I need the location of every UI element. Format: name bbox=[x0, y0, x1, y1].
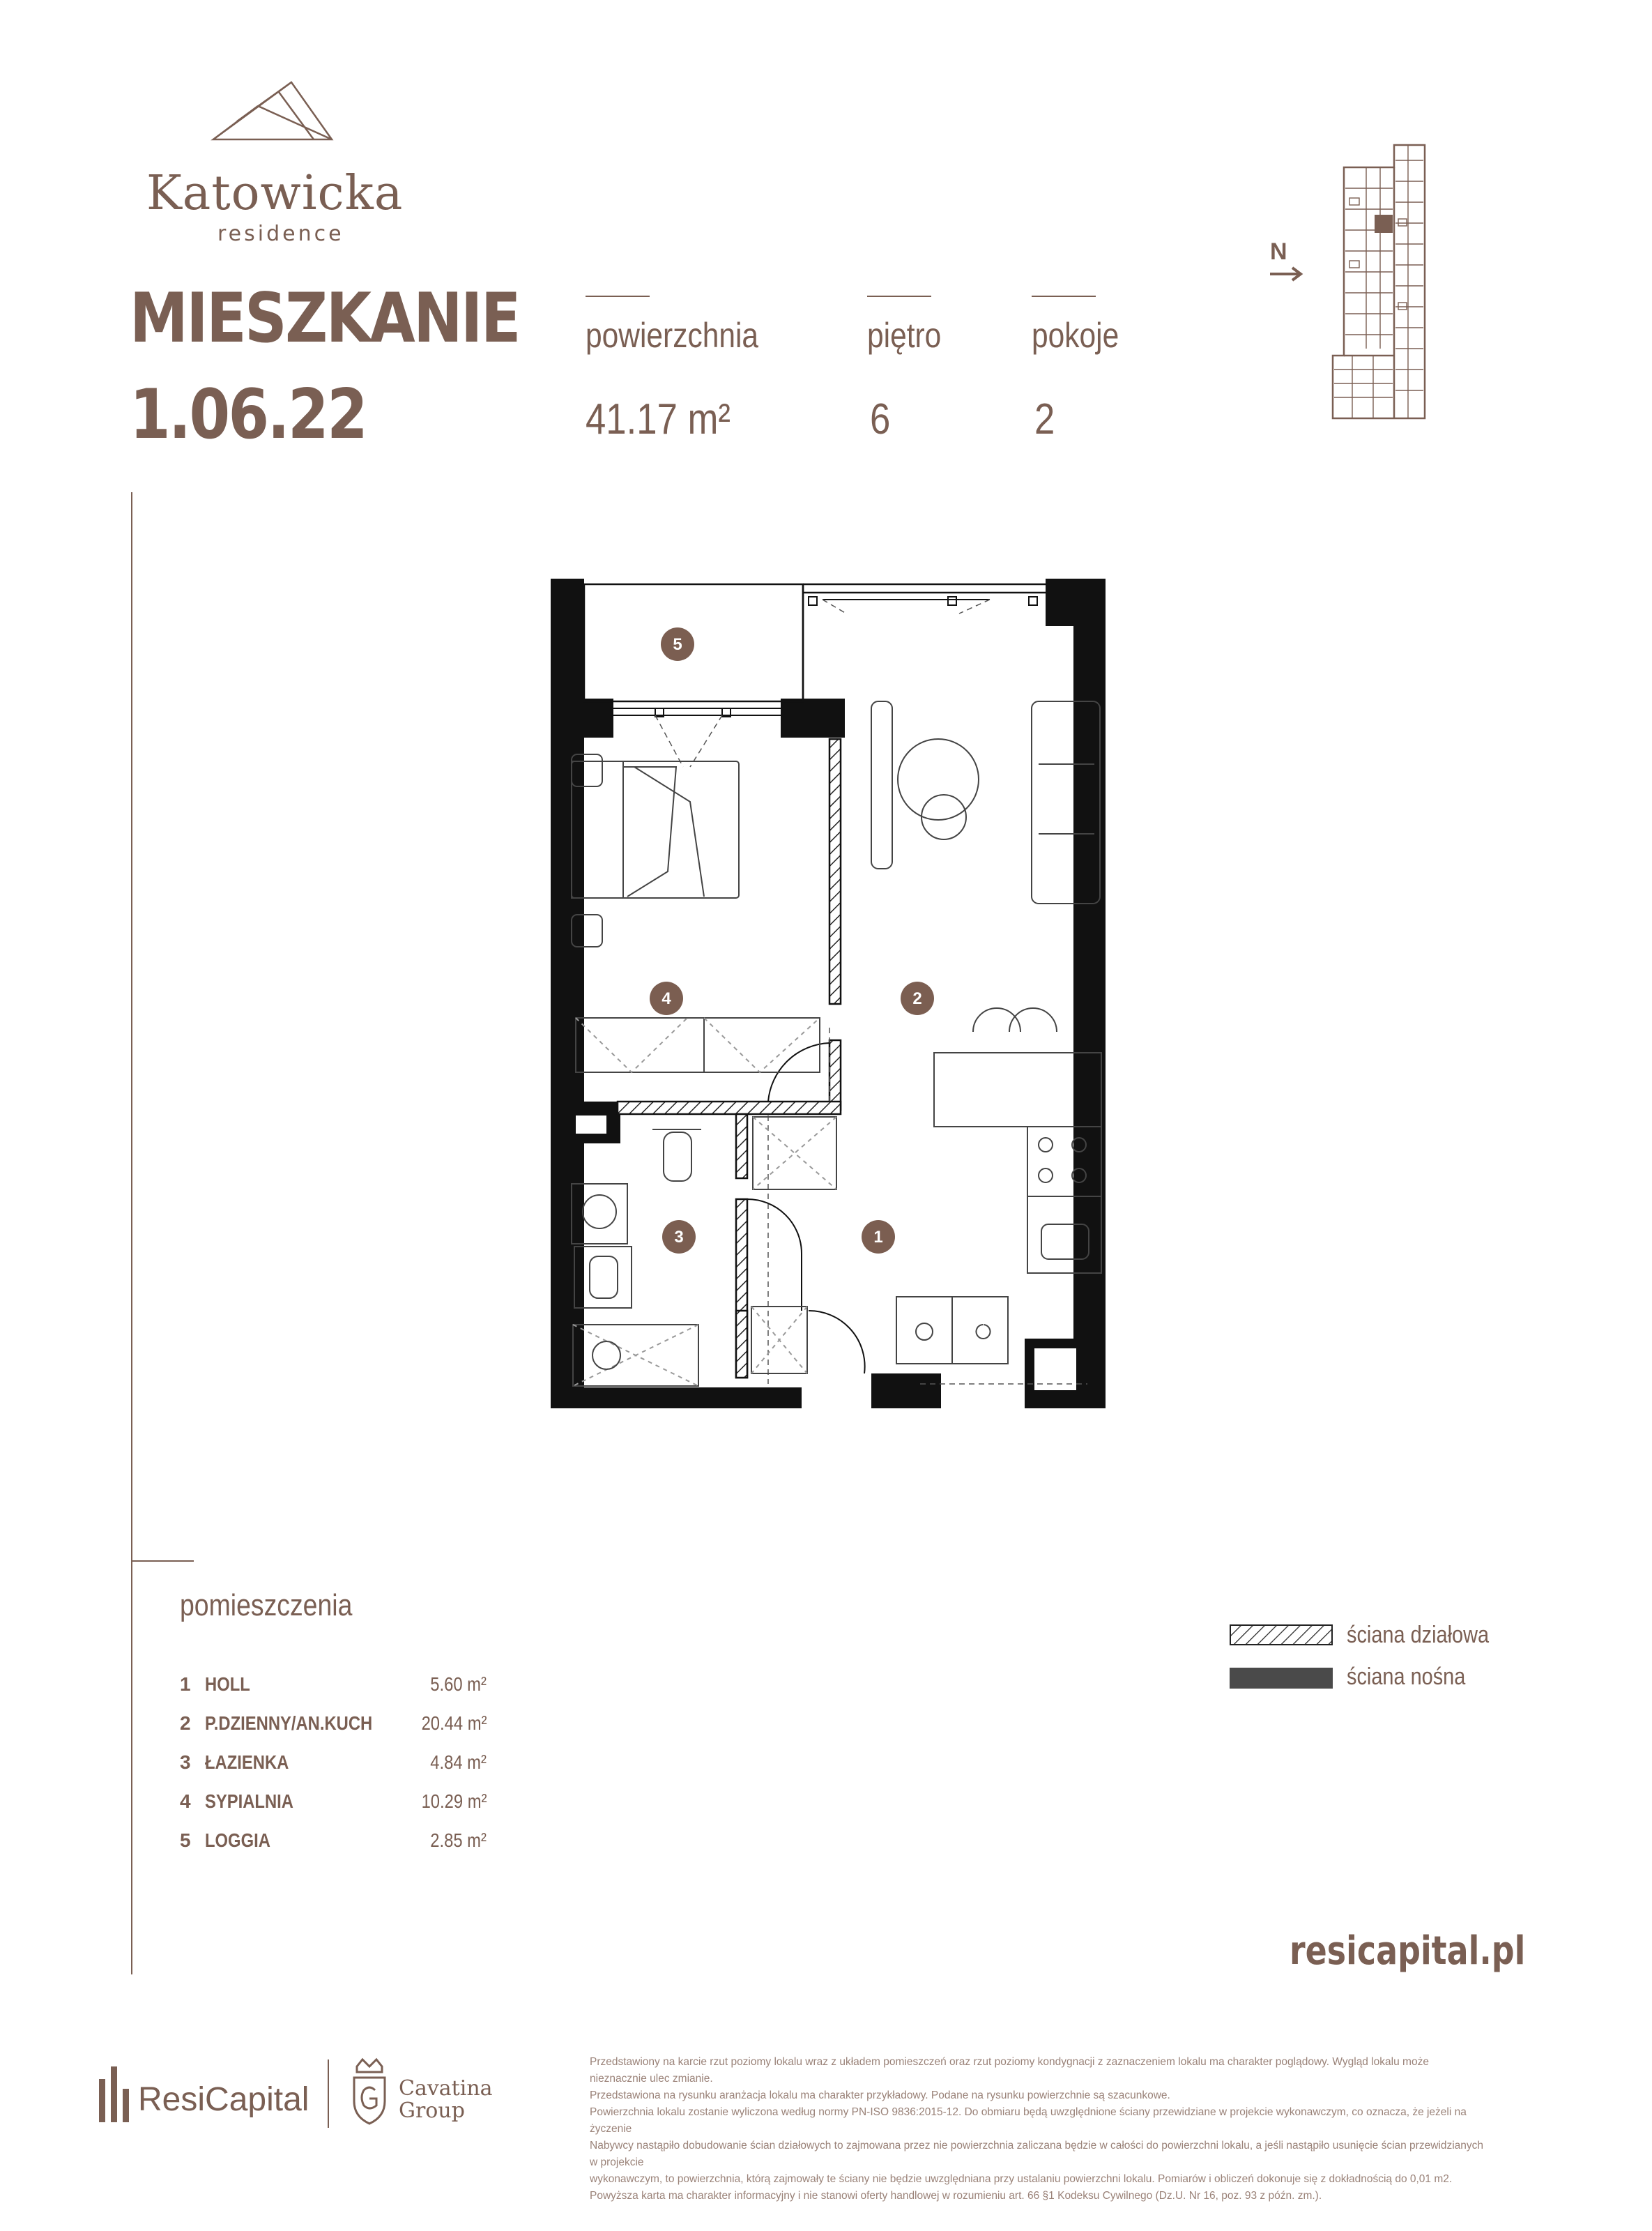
list-item bbox=[180, 1751, 487, 1779]
room-name: P.DZIENNY/AN.KUCH bbox=[205, 1712, 373, 1734]
room-number: 1 bbox=[180, 1673, 191, 1695]
disclaimer-line: Nabywcy nastąpiło dobudowanie ścian działowych to zajmowana przez nie powierzchnia zaliczana będzie w całości do powierzchni lokalu, a jeśli nastąpiło usunięcie ścian przewidzianych w projekcie bbox=[590, 2140, 1484, 2168]
resicapital-logo-icon bbox=[98, 2061, 131, 2124]
left-divider bbox=[131, 492, 132, 1974]
room-name: HOLL bbox=[205, 1673, 250, 1695]
disclaimer bbox=[590, 2054, 1489, 2205]
room-badge-1: 1 bbox=[873, 1228, 883, 1247]
list-item bbox=[180, 1790, 487, 1818]
room-area: 2.85 m² bbox=[430, 1829, 487, 1851]
rooms-heading: pomieszczenia bbox=[180, 1588, 353, 1622]
mountain-logo-icon bbox=[209, 78, 335, 142]
brand-name: Katowicka bbox=[146, 166, 404, 221]
cavatina-crest-icon bbox=[349, 2057, 390, 2126]
room-badge-4: 4 bbox=[661, 989, 671, 1008]
room-number: 4 bbox=[180, 1790, 191, 1812]
compass-label: N bbox=[1270, 238, 1287, 265]
stat-divider bbox=[1032, 296, 1096, 297]
stat-label-floor: piętro bbox=[867, 316, 942, 355]
room-name: ŁAZIENKA bbox=[205, 1751, 289, 1773]
stat-value-area: 41.17 m² bbox=[586, 395, 731, 443]
room-badge-5: 5 bbox=[673, 635, 682, 654]
list-item bbox=[180, 1673, 487, 1701]
list-item bbox=[180, 1829, 487, 1857]
north-arrow-icon bbox=[1269, 264, 1303, 284]
building-key-plan bbox=[1324, 139, 1436, 425]
bearing-wall-swatch bbox=[1230, 1668, 1333, 1689]
room-area: 20.44 m² bbox=[421, 1712, 487, 1734]
room-badge-2: 2 bbox=[912, 989, 922, 1008]
partition-wall-swatch bbox=[1230, 1624, 1333, 1645]
cavatina-name bbox=[399, 2078, 493, 2122]
cavatina-line-1: Cavatina bbox=[399, 2076, 493, 2101]
room-number: 3 bbox=[180, 1751, 191, 1773]
room-area: 10.29 m² bbox=[421, 1790, 487, 1812]
partner-divider bbox=[328, 2059, 329, 2128]
floor-plan bbox=[544, 572, 1136, 1422]
legend-bearing-label: ściana nośna bbox=[1347, 1663, 1466, 1690]
room-name: SYPIALNIA bbox=[205, 1790, 293, 1812]
stat-divider bbox=[867, 296, 931, 297]
apartment-number: 1.06.22 bbox=[130, 375, 367, 455]
disclaimer-line: Przedstawiony na karcie rzut poziomy lokalu wraz z układem pomieszczeń oraz rzut poziomy kondygnacji z zaznaczeniem lokalu ma charakter poglądowy. Wygląd lokalu może nieznacznie ulec zmianie. bbox=[590, 2056, 1429, 2085]
room-badge-3: 3 bbox=[674, 1228, 684, 1247]
room-number: 5 bbox=[180, 1829, 191, 1851]
list-item bbox=[180, 1712, 487, 1740]
rooms-divider bbox=[132, 1560, 194, 1562]
room-name: LOGGIA bbox=[205, 1829, 270, 1851]
website-link[interactable]: resicapital.pl bbox=[1290, 1928, 1526, 1974]
stat-label-rooms: pokoje bbox=[1032, 316, 1119, 355]
stat-value-floor: 6 bbox=[870, 395, 891, 443]
apartment-label: MIESZKANIE bbox=[130, 279, 519, 358]
stat-divider bbox=[586, 296, 650, 297]
disclaimer-line: Powierzchnia lokalu zostanie wyliczona według normy PN-ISO 9836:2015-12. Do obmiaru będą uwzględnione ściany przewidziane w projekcie wykonawczym, co oznacza, że jeżeli na życzenie bbox=[590, 2106, 1467, 2135]
stat-label-area: powierzchnia bbox=[586, 316, 759, 355]
cavatina-line-2: Group bbox=[399, 2099, 465, 2123]
room-number: 2 bbox=[180, 1712, 191, 1734]
room-area: 4.84 m² bbox=[430, 1751, 487, 1773]
brand-subtitle: residence bbox=[217, 222, 344, 246]
unit-highlight bbox=[1375, 215, 1393, 233]
disclaimer-line: Powyższa karta ma charakter informacyjny i nie stanowi oferty handlowej w rozumieniu art. 66 §1 Kodeksu Cywilnego (Dz.U. Nr 16, poz. 93 z późn. zm.). bbox=[590, 2190, 1322, 2202]
stat-value-rooms: 2 bbox=[1034, 395, 1055, 443]
disclaimer-line: Przedstawiona na rysunku aranżacja lokalu ma charakter przykładowy. Podane na rysunku powierzchnie są szacunkowe. bbox=[590, 2089, 1170, 2101]
resicapital-name: ResiCapital bbox=[138, 2081, 309, 2118]
legend-partition-label: ściana działowa bbox=[1347, 1622, 1490, 1648]
room-area: 5.60 m² bbox=[430, 1673, 487, 1695]
disclaimer-line: wykonawczym, to powierzchnia, którą zajmowały te ściany nie będzie uwzględniana przy ustalaniu powierzchni lokalu. Pomiarów i obliczeń dokonuje się z dokładnością do 0,01 m2. bbox=[590, 2173, 1453, 2185]
